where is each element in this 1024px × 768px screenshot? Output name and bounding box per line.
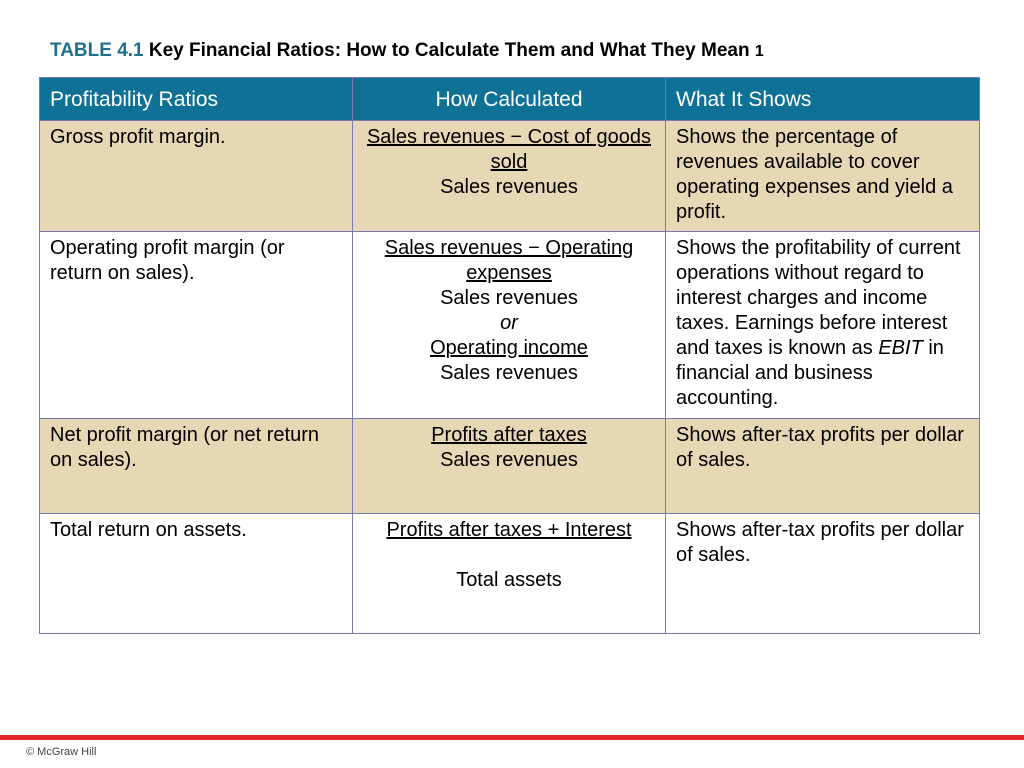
ratio-description: Shows the percentage of revenues available to cover operating expenses and yield a profit.	[666, 121, 980, 232]
formula-numerator: Sales revenues − Operating expenses	[384, 237, 634, 284]
header-how-calculated: How Calculated	[353, 78, 666, 121]
header-what-it-shows: What It Shows	[666, 78, 980, 121]
ratio-name: Gross profit margin.	[40, 121, 353, 232]
table-row	[40, 232, 980, 419]
table-header-row	[40, 78, 980, 121]
formula-denominator: Sales revenues	[440, 176, 578, 198]
ratio-name: Operating profit margin (or return on sales).	[40, 232, 353, 419]
description-text-b: in financial and business accounting.	[676, 337, 944, 409]
description-ebit: EBIT	[878, 337, 923, 359]
ratio-description: Shows after-tax profits per dollar of sales.	[666, 419, 980, 514]
table-row	[40, 419, 980, 514]
formula-or: or	[500, 312, 518, 334]
header-profitability-ratios: Profitability Ratios	[40, 78, 353, 121]
description-text-a: Shows the profitability of current operations without regard to interest charges and income taxes. Earnings before interest and taxes is known as	[676, 237, 961, 359]
ratio-name: Total return on assets.	[40, 514, 353, 634]
formula	[353, 419, 666, 514]
table-row	[40, 121, 980, 232]
ratio-name: Net profit margin (or net return on sales).	[40, 419, 353, 514]
ratio-description: Shows after-tax profits per dollar of sales.	[666, 514, 980, 634]
financial-ratios-table	[39, 77, 980, 634]
formula-numerator: Sales revenues − Cost of goods sold	[366, 126, 652, 173]
formula	[353, 121, 666, 232]
ratio-description	[666, 232, 980, 419]
formula	[353, 232, 666, 419]
copyright-notice: © McGraw Hill	[26, 746, 97, 758]
formula-numerator: Profits after taxes	[431, 424, 587, 446]
footnote-marker: 1	[754, 43, 764, 60]
footer-bar	[0, 735, 1024, 740]
formula-numerator-alt: Operating income	[430, 337, 588, 359]
table-row	[40, 514, 980, 634]
formula-numerator: Profits after taxes + Interest	[386, 519, 632, 541]
table-title-text: Key Financial Ratios: How to Calculate Them and What They Mean	[148, 40, 750, 61]
formula-denominator: Sales revenues	[440, 449, 578, 471]
page-title	[50, 40, 764, 62]
formula-denominator-alt: Sales revenues	[440, 362, 578, 384]
formula-denominator: Total assets	[456, 569, 562, 591]
formula	[353, 514, 666, 634]
formula-denominator: Sales revenues	[440, 287, 578, 309]
table-number: TABLE 4.1	[50, 40, 144, 61]
